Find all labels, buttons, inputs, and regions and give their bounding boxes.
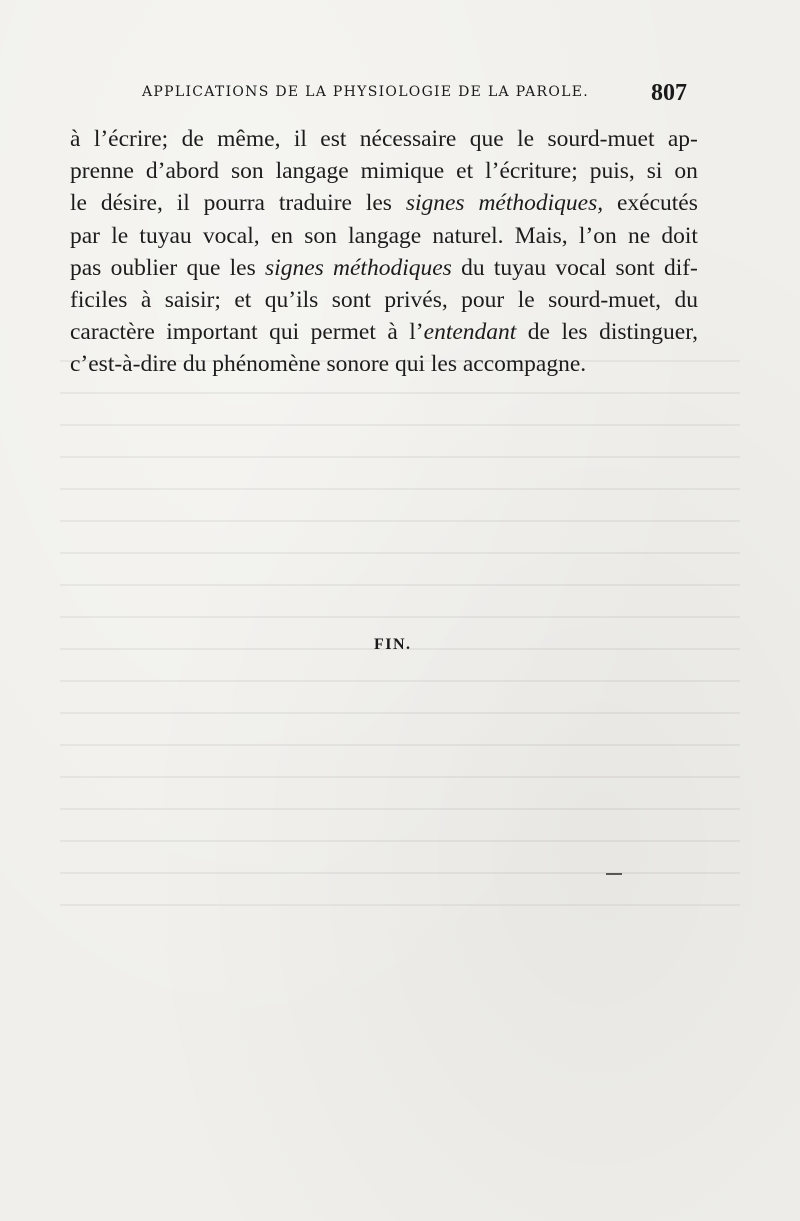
word: langage — [348, 222, 422, 249]
text-line — [70, 255, 698, 287]
word: phénomène — [212, 351, 321, 378]
text-line — [70, 319, 698, 351]
text-line — [70, 126, 698, 158]
word: l’ — [409, 319, 424, 346]
word: le — [70, 190, 87, 217]
word: langage — [275, 158, 349, 185]
italic-word: signes — [405, 190, 465, 217]
word: son — [304, 222, 337, 249]
word: il — [293, 126, 307, 152]
word: ficiles — [70, 286, 128, 313]
word: l’on — [578, 222, 617, 249]
word: est — [320, 126, 347, 152]
word: il — [176, 190, 190, 217]
word: du — [182, 351, 207, 378]
word: ap- — [667, 126, 698, 152]
word: l’écriture; — [485, 158, 578, 185]
word: puis, — [589, 158, 635, 185]
bleed-through-texture — [60, 330, 740, 1130]
word: d’abord — [145, 158, 219, 185]
word: du — [674, 286, 698, 313]
word: et — [456, 158, 474, 185]
word: c’est-à-dire — [70, 351, 177, 378]
word: pourra — [203, 190, 265, 217]
word: prenne — [70, 158, 134, 185]
end-marker: FIN. — [374, 636, 412, 653]
word: sourd-muet — [547, 126, 655, 152]
word: de — [181, 126, 204, 152]
text-line — [70, 223, 698, 255]
word: et — [234, 286, 252, 313]
body-paragraph — [70, 126, 698, 384]
word: l’écrire; — [93, 126, 169, 152]
word: Mais, — [514, 222, 568, 249]
ink-speck — [606, 873, 622, 875]
word: caractère — [70, 319, 155, 346]
word: permet — [310, 319, 376, 346]
word: doit — [661, 222, 698, 249]
word: traduire — [278, 190, 352, 217]
word: pour — [461, 286, 505, 313]
word: le — [517, 286, 535, 313]
word: les — [365, 190, 392, 217]
word: distinguer, — [599, 319, 698, 346]
word: mimique — [360, 158, 445, 185]
page-number: 807 — [651, 80, 687, 106]
word: par — [70, 222, 101, 249]
word: à — [70, 126, 81, 152]
text-line — [70, 158, 698, 190]
word: du — [461, 254, 485, 281]
word: important — [166, 319, 258, 346]
word: son — [230, 158, 264, 185]
word: les — [229, 254, 256, 281]
text-line — [70, 287, 698, 319]
word: vocal, — [202, 222, 260, 249]
word: le — [517, 126, 535, 152]
word: le — [111, 222, 129, 249]
word: les — [430, 351, 457, 378]
word: à — [387, 319, 398, 346]
running-head: APPLICATIONS DE LA PHYSIOLOGIE DE LA PAROLE. — [142, 84, 590, 100]
word: à — [140, 286, 152, 313]
word: oublier — [110, 254, 178, 281]
word: sourd-muet, — [548, 286, 662, 313]
word: dif- — [663, 254, 698, 281]
word: privés, — [384, 286, 448, 313]
word: les — [561, 319, 588, 346]
word: saisir; — [164, 286, 221, 313]
word: qui — [394, 351, 425, 378]
text-line — [70, 351, 698, 383]
word-group — [409, 319, 516, 346]
word: sont — [615, 254, 655, 281]
word: désire, — [100, 190, 163, 217]
italic-word: entendant — [423, 319, 517, 346]
italic-word: méthodiques, — [478, 190, 604, 217]
word: sonore — [326, 351, 390, 378]
word: vocal — [555, 254, 607, 281]
text-line — [70, 190, 698, 222]
word: exécutés — [616, 190, 698, 217]
word: pas — [70, 254, 102, 281]
word: tuyau — [139, 222, 192, 249]
word: tuyau — [493, 254, 547, 281]
word: nécessaire — [359, 126, 457, 152]
word: on — [674, 158, 698, 185]
word: ne — [627, 222, 651, 249]
word: de — [527, 319, 550, 346]
word: que — [469, 126, 504, 152]
word: sont — [331, 286, 371, 313]
word: en — [270, 222, 294, 249]
word: qui — [269, 319, 300, 346]
word: naturel. — [432, 222, 504, 249]
italic-word: méthodiques — [333, 254, 452, 281]
word: que — [186, 254, 221, 281]
word: qu’ils — [264, 286, 319, 313]
word: accompagne. — [462, 351, 587, 378]
italic-word: signes — [265, 254, 324, 281]
word: si — [646, 158, 663, 185]
word: même, — [217, 126, 281, 152]
